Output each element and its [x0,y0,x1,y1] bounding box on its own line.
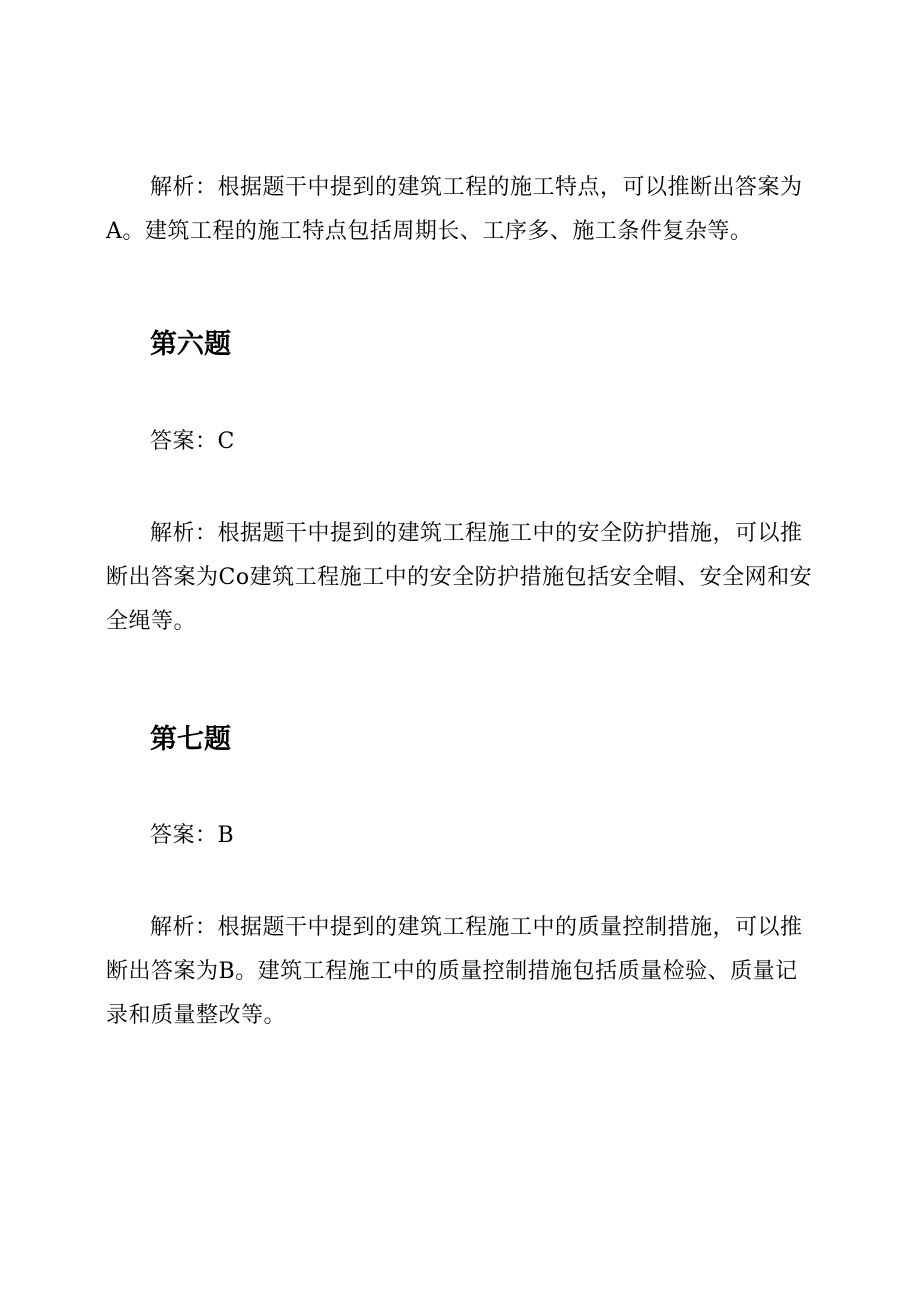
question-7-heading: 第七题 [150,724,231,755]
analysis-paragraph-q7: 解析：根据题干中提到的建筑工程施工中的质量控制措施，可以推断出答案为B。建筑工程施工中的质量控制措施包括质量检验、质量记录和质量整改等。 [106,915,803,1028]
analysis-paragraph-q6: 解析：根据题干中提到的建筑工程施工中的安全防护措施，可以推断出答案为Co建筑工程施工中的安全防护措施包括安全帽、安全网和安全绳等。 [106,521,813,634]
question-6-answer: 答案：C [150,429,235,454]
analysis-paragraph-q5: 解析：根据题干中提到的建筑工程的施工特点，可以推断出答案为A。建筑工程的施工特点包括周期长、工序多、施工条件复杂等。 [106,175,803,244]
question-6-heading: 第六题 [150,329,231,360]
question-7-answer: 答案：B [150,823,235,848]
